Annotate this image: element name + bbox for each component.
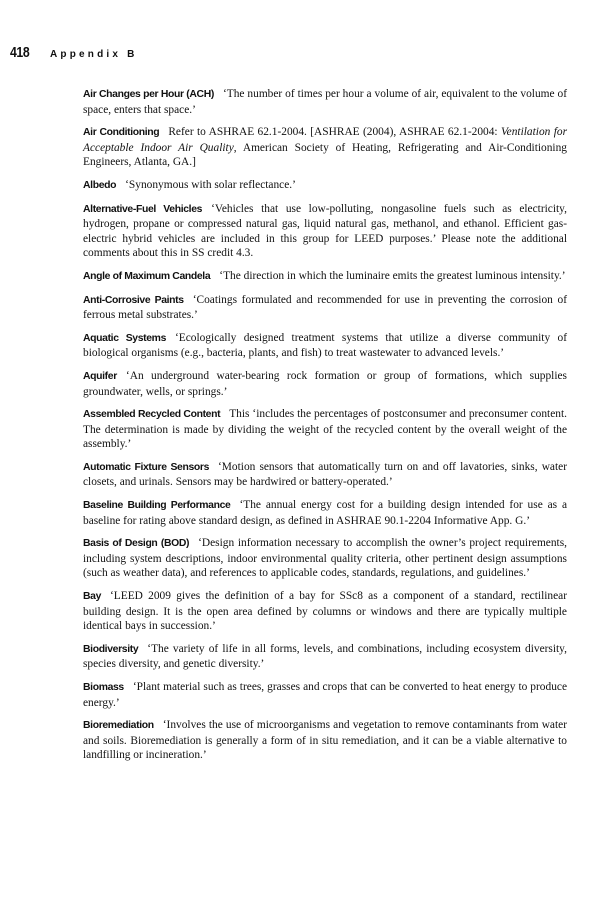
page-number: 418 <box>10 44 30 61</box>
glossary-definition: ‘Coatings formulated and recommended for use in preventing the corrosion of ferrous metal substrates.’ <box>83 293 567 322</box>
glossary-entry-biodiversity <box>83 642 567 672</box>
glossary-term: Assembled Recycled Content <box>83 409 221 421</box>
glossary-entry-air-conditioning <box>83 125 567 170</box>
glossary-term: Biodiversity <box>83 643 139 655</box>
glossary-definition: ‘Plant material such as trees, grasses and crops that can be converted to heat energy to produce energy.’ <box>83 681 567 709</box>
glossary-entry-bioremediation <box>83 718 567 763</box>
glossary-definition: ‘Synonymous with solar reflectance.’ <box>125 178 296 191</box>
glossary-definition-italic: Ventilation for Acceptable Indoor Air Quality <box>83 126 568 154</box>
glossary-term: Angle of Maximum Candela <box>83 270 211 282</box>
glossary-entry-basis-of-design <box>83 536 567 581</box>
glossary-entry-aquifer <box>83 369 567 399</box>
glossary-term: Aquatic Systems <box>83 332 166 344</box>
glossary-definition: ‘An underground water-bearing rock formation or group of formations, which supplies groundwater, wells, or springs.’ <box>83 369 567 398</box>
glossary-definition: ‘Ecologically designed treatment systems that utilize a diverse community of biological organisms (e.g., bacteria, plants, and fish) to treat wastewater to advanced levels.’ <box>83 331 568 360</box>
glossary-definition: ‘The number of times per hour a volume of air, equivalent to the volume of space, enters that space.’ <box>83 88 568 116</box>
glossary-entry-biomass <box>83 680 567 710</box>
glossary-entry-alternative-fuel-vehicles <box>83 202 567 261</box>
glossary-term: Anti-Corrosive Paints <box>83 294 184 306</box>
glossary-definition: ‘Vehicles that use low-polluting, nongasoline fuels such as electricity, hydrogen, propane or compressed natural gas, liquid natural gas, methanol, and ethanol. Efficient gas-electric hybrid vehicles are included in this group for LEED purposes.’ Please note the additional comments about this in SS credit 4.3. <box>83 202 567 260</box>
glossary-term: Bay <box>83 591 102 603</box>
glossary-term: Aquifer <box>83 370 117 382</box>
glossary-term: Biomass <box>83 682 124 693</box>
glossary-definition: ‘LEED 2009 gives the definition of a bay for SSc8 as a component of a standard, rectilinear building design. It is the open area defined by columns or windows and there are typically multiple identical bays in succession.’ <box>83 590 567 633</box>
glossary-term: Air Conditioning <box>83 127 160 139</box>
glossary-term: Alternative-Fuel Vehicles <box>83 203 203 215</box>
glossary-term: Bioremediation <box>83 720 154 732</box>
glossary-entry-automatic-fixture-sensors <box>83 460 567 490</box>
glossary-definition: ‘Motion sensors that automatically turn on and off lavatories, sinks, water closets, and urinals. Sensors may be hardwired or battery-operated.’ <box>83 460 567 489</box>
page-header <box>10 44 138 61</box>
glossary-entry-assembled-recycled-content <box>83 407 567 452</box>
glossary-definition: This ‘includes the percentages of postconsumer and preconsumer content. The determination is made by dividing the weight of the recycled content by the overall weight of the assembly.’ <box>83 408 567 451</box>
glossary-list <box>83 87 567 771</box>
glossary-entry-albedo <box>83 178 567 194</box>
glossary-entry-baseline-building-performance <box>83 498 567 528</box>
glossary-definition: ‘Involves the use of microorganisms and vegetation to remove contaminants from water and soils. Bioremediation is generally a form of in situ remediation, and it can be a viable alternative to landfilling or incineration.’ <box>83 719 567 762</box>
glossary-definition: ‘Design information necessary to accomplish the owner’s project requirements, including system descriptions, indoor environmental quality criteria, other pertinent design assumptions (such as weather data), and references to applicable codes, standards, regulations, and guidelines.’ <box>83 537 568 580</box>
glossary-term: Basis of Design (BOD) <box>83 538 190 550</box>
section-title: Appendix B <box>50 49 138 60</box>
glossary-term: Automatic Fixture Sensors <box>83 461 209 473</box>
glossary-definition: ‘The direction in which the luminaire emits the greatest luminous intensity.’ <box>219 269 566 282</box>
glossary-entry-bay <box>83 589 567 634</box>
glossary-definition: ‘The variety of life in all forms, levels, and combinations, including ecosystem diversity, species diversity, and genetic diversity.’ <box>83 642 567 671</box>
glossary-entry-aquatic-systems <box>83 331 567 361</box>
glossary-entry-anti-corrosive-paints <box>83 293 567 323</box>
glossary-definition: ‘The annual energy cost for a building design intended for use as a baseline for rating above standard design, as defined in ASHRAE 90.1-2204 Informative App. G.’ <box>83 499 567 527</box>
glossary-definition-end: , American Society of Heating, Refrigerating and Air-Conditioning Engineers, Atlanta, GA.] <box>83 141 567 169</box>
glossary-entry-angle-of-maximum-candela <box>83 269 567 285</box>
glossary-definition-start: Refer to ASHRAE 62.1-2004. [ASHRAE (2004), ASHRAE 62.1-2004: <box>168 126 498 139</box>
glossary-entry-ach <box>83 87 567 117</box>
glossary-term: Air Changes per Hour (ACH) <box>83 89 214 100</box>
glossary-term: Baseline Building Performance <box>83 500 231 512</box>
glossary-term: Albedo <box>83 179 117 191</box>
